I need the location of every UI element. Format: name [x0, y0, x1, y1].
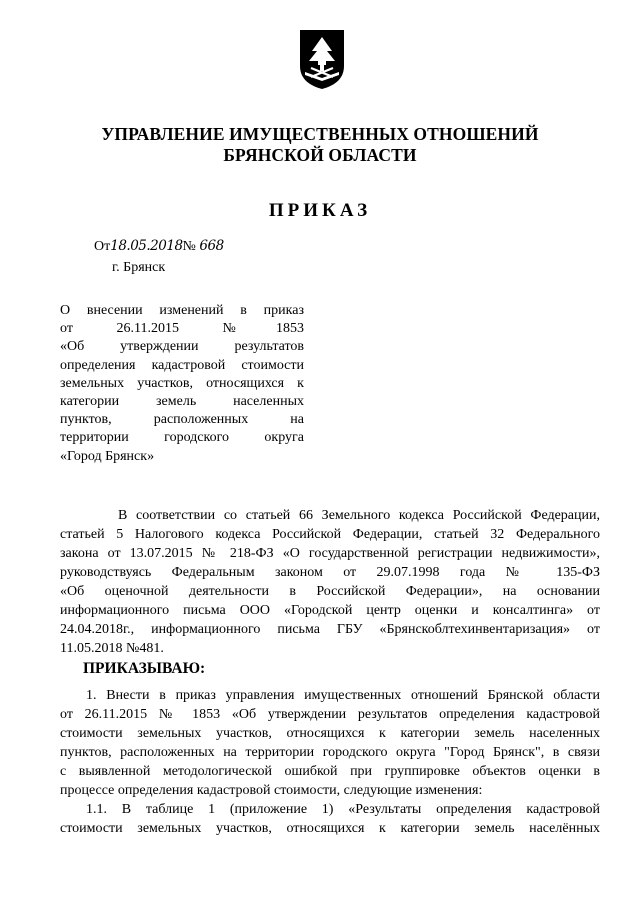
paragraph-line: пунктов, расположенных на территории городского округа "Город Брянск", в связи	[60, 745, 600, 760]
preamble-paragraph	[60, 506, 600, 658]
paragraph-line: 24.04.2018г., информационного письма ГБУ «Брянскоблтехинвентаризация» от	[60, 622, 600, 637]
item-1-1-paragraph	[60, 800, 600, 838]
paragraph-line: 1. Внести в приказ управления имущественных отношений Брянской области	[86, 688, 600, 703]
item-1-paragraph	[60, 686, 600, 800]
subject-line: О внесении изменений в приказ	[60, 303, 304, 318]
date-prefix: От	[94, 239, 111, 254]
document-title: ПРИКАЗ	[268, 200, 372, 221]
paragraph-line: 1.1. В таблице 1 (приложение 1) «Результаты определения кадастровой	[86, 802, 600, 817]
handwritten-number: 668	[199, 238, 224, 254]
order-heading: ПРИКАЗЫВАЮ:	[83, 660, 206, 677]
paragraph-line: закона от 13.07.2015 № 218-ФЗ «О государственной регистрации недвижимости»,	[60, 546, 600, 561]
handwritten-date: 18.05.2018	[110, 238, 183, 254]
subject-line: земельных участков, относящихся к	[60, 375, 304, 391]
paragraph-line: стоимости земельных участков, относящихся к категории земель населенных	[60, 726, 600, 741]
subject-line: пунктов, расположенных на	[60, 412, 304, 428]
paragraph-line: процессе определения кадастровой стоимости, следующие изменения:	[60, 783, 483, 798]
paragraph-line: информационного письма ООО «Городской центр оценки и консалтинга» от	[60, 603, 600, 618]
organization-name-line1: УПРАВЛЕНИЕ ИМУЩЕСТВЕННЫХ ОТНОШЕНИЙ	[101, 124, 539, 144]
organization-name-line2: БРЯНСКОЙ ОБЛАСТИ	[223, 145, 417, 165]
subject-line: категории земель населенных	[60, 393, 304, 409]
subject-block	[60, 302, 304, 466]
number-prefix: №	[182, 239, 196, 254]
paragraph-line: «Об оценочной деятельности в Российской Федерации», на основании	[60, 584, 600, 599]
paragraph-line: от 26.11.2015 № 1853 «Об утверждении результатов определения кадастровой	[60, 707, 600, 722]
subject-line: территории городского округа	[60, 430, 304, 446]
paragraph-line: В соответствии со статьей 66 Земельного кодекса Российской Федерации,	[118, 508, 600, 523]
subject-line: «Об утверждении результатов	[60, 339, 304, 355]
bryansk-coat-of-arms-icon	[297, 28, 347, 90]
paragraph-line: статьей 5 Налогового кодекса Российской Федерации, статьей 32 Федерального	[60, 527, 600, 542]
subject-line: от 26.11.2015 №1853	[60, 321, 304, 337]
paragraph-line: с выявленной методологической ошибкой при группировке объектов оценки в	[60, 764, 600, 779]
date-number-line	[94, 238, 224, 255]
city-line: г. Брянск	[112, 260, 166, 275]
paragraph-line: стоимости земельных участков, относящихся к категории земель населённых	[60, 821, 600, 836]
subject-line: «Город Брянск»	[60, 448, 155, 464]
paragraph-line: руководствуясь Федеральным законом от 29.07.1998 года № 135-ФЗ	[60, 565, 600, 580]
subject-line: определения кадастровой стоимости	[60, 357, 304, 373]
paragraph-line: 11.05.2018 №481.	[60, 641, 164, 656]
